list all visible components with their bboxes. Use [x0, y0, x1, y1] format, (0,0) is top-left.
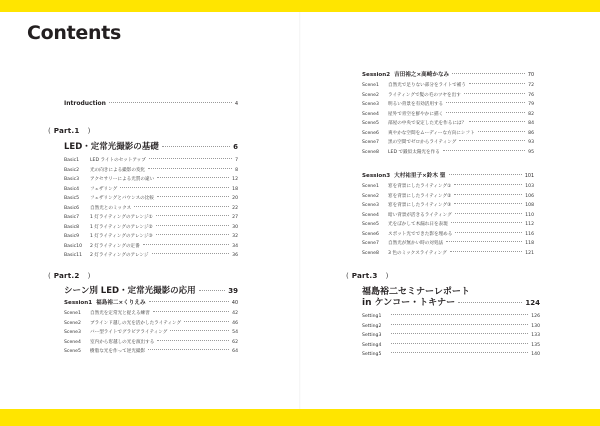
leader-dots [391, 333, 528, 334]
entry-code: Basic9 [64, 234, 80, 239]
entry-code: Scene3 [362, 102, 379, 107]
entry-page: 84 [528, 121, 534, 126]
toc-entry[interactable] [362, 312, 540, 322]
part3-section [346, 270, 536, 282]
entry-page: 130 [531, 323, 540, 329]
entry-page: 62 [232, 339, 238, 345]
entry-code: Setting4 [362, 342, 382, 348]
leader-dots [134, 206, 229, 207]
toc-entry[interactable] [64, 232, 238, 242]
entry-code: Setting5 [362, 352, 382, 357]
entry-text: フェザリング [90, 186, 118, 192]
toc-entry[interactable] [362, 100, 534, 110]
toc-entry[interactable] [64, 242, 238, 252]
toc-entry[interactable] [362, 211, 534, 221]
entry-code: Basic3 [64, 177, 80, 182]
leader-dots [391, 314, 528, 315]
session-name: 福島裕二×くりえみ [96, 300, 146, 306]
entry-code: Scene7 [362, 140, 379, 145]
entry-page: 22 [232, 205, 238, 211]
entry-page: 82 [528, 111, 534, 117]
entry-code: Basic7 [64, 215, 80, 220]
entry-page: 30 [232, 224, 238, 230]
leader-dots [469, 83, 525, 84]
entry-text: 爽やかな空間をムーディーな方向にシフト [388, 130, 475, 136]
toc-entry[interactable] [362, 91, 534, 101]
entry-code: Scene6 [362, 231, 379, 237]
entry-page: 7 [235, 158, 238, 163]
entry-text: 1 灯ライティングのアレンジ② [90, 224, 153, 230]
entry-page: 8 [235, 167, 238, 173]
toc-entry[interactable] [362, 350, 540, 360]
leader-dots [450, 251, 522, 252]
leader-dots [391, 343, 528, 344]
toc-entry[interactable] [64, 185, 238, 195]
part1-chapter-entry[interactable] [64, 141, 238, 154]
leader-dots [149, 158, 232, 159]
entry-page: 112 [525, 222, 534, 227]
entry-code: Basic8 [64, 224, 80, 230]
entry-code: Scene4 [64, 339, 81, 345]
chapter-page: 39 [228, 287, 238, 295]
entry-page: 118 [525, 241, 534, 246]
entry-page: 27 [232, 215, 238, 220]
entry-text: 1 灯ライティングのアレンジ③ [90, 234, 153, 239]
toc-entry[interactable] [362, 322, 540, 332]
entry-code: Scene2 [362, 92, 379, 98]
toc-entry[interactable] [64, 338, 238, 348]
entry-page: 36 [232, 253, 238, 258]
leader-dots [153, 311, 229, 312]
entry-page: 42 [232, 311, 238, 316]
session-page: 40 [231, 301, 238, 306]
entry-page: 54 [232, 330, 238, 335]
entry-code: Scene3 [64, 330, 81, 335]
toc-entry[interactable] [362, 249, 534, 259]
part1-section [48, 125, 238, 137]
entry-text: 暗い背景が活きるライティング [388, 212, 452, 218]
session-page: 101 [524, 174, 534, 179]
toc-entry[interactable] [362, 182, 534, 192]
toc-entry[interactable] [362, 192, 534, 202]
contents-title: Contents [27, 22, 122, 44]
entry-code: Scene4 [362, 212, 379, 218]
entry-text: 窓を背景にしたライティング③ [388, 203, 452, 208]
entry-text: スポット光でできた影を埋める [388, 231, 453, 237]
entry-code: Basic1 [64, 158, 80, 163]
entry-text: ライティングで髪の毛のツヤを出す [388, 92, 461, 98]
entry-page: 72 [528, 83, 534, 88]
entry-text: 黒の空間でゼロからライティング [388, 140, 457, 145]
entry-text: 2 灯ライティングのアレンジ [90, 253, 149, 258]
entry-code: Scene1 [362, 83, 379, 88]
toc-entry[interactable] [64, 328, 238, 338]
entry-text: アクセサリーによる光質の違い [90, 177, 155, 182]
leader-dots [148, 168, 232, 169]
leader-dots [455, 213, 523, 214]
entry-page: 95 [528, 149, 534, 155]
leader-dots [464, 93, 525, 94]
entry-page: 86 [528, 130, 534, 136]
entry-code: Scene1 [64, 311, 81, 316]
entry-text: 室内から窓越しの光を演出する [90, 339, 155, 345]
entry-page: 121 [525, 250, 534, 256]
toc-entry[interactable] [362, 201, 534, 211]
chapter-title: LED・定常光撮影の基礎 [64, 142, 159, 152]
entry-code: Scene8 [362, 250, 379, 256]
entry-code: Scene8 [362, 149, 379, 155]
entry-text: 光をぼかして木漏れ日を表現 [388, 222, 448, 227]
entry-code: Scene2 [362, 193, 379, 199]
entry-text: 自然光で足りない部分をライトで補う [388, 83, 466, 88]
entry-code: Setting1 [362, 314, 382, 319]
leader-dots [156, 225, 230, 226]
leader-dots [455, 232, 522, 233]
leader-dots [152, 253, 230, 254]
part1-label: ( Part.1 ) [48, 126, 91, 135]
leader-dots [459, 140, 525, 141]
entry-text: 自然光を定常光と捉える練習 [90, 311, 150, 316]
entry-text: 屋外で青空を鮮やかに描く [388, 111, 444, 117]
entry-page: 135 [531, 342, 540, 348]
session-label: Session1 [64, 300, 93, 306]
entry-text: 自然光とのミックス [90, 205, 132, 211]
leader-dots [478, 131, 525, 132]
entry-code: Scene4 [362, 111, 379, 117]
entry-code: Scene5 [362, 222, 379, 227]
toc-entry[interactable] [64, 166, 238, 176]
entry-page: 34 [232, 243, 238, 249]
entry-code: Basic6 [64, 205, 80, 211]
toc-entry[interactable] [362, 331, 540, 341]
part2-chapter-entry[interactable] [64, 285, 238, 298]
introduction-page: 4 [234, 102, 238, 107]
entry-code: Setting2 [362, 323, 382, 329]
toc-entry[interactable] [362, 119, 534, 129]
entry-page: 108 [525, 203, 534, 208]
toc-entry[interactable] [64, 204, 238, 214]
entry-text: フェザリングとバウンスの比較 [90, 196, 154, 201]
entry-page: 12 [232, 177, 238, 182]
entry-page: 32 [232, 234, 238, 239]
entry-code: Scene1 [362, 184, 379, 189]
session-page: 70 [527, 73, 534, 78]
entry-page: 110 [525, 212, 534, 218]
entry-text: 窓を背景にしたライティング① [388, 184, 452, 189]
leader-dots [157, 340, 229, 341]
session3-entry[interactable] [362, 171, 534, 182]
entry-page: 116 [525, 231, 534, 237]
entry-code: Scene5 [362, 121, 379, 126]
entry-page: 133 [531, 333, 540, 338]
leader-dots [120, 187, 229, 188]
leader-dots [148, 349, 229, 350]
bottom-yellow-band [0, 409, 600, 426]
entry-page: 93 [528, 140, 534, 145]
entry-code: Scene6 [362, 130, 379, 136]
toc-entry[interactable] [362, 148, 534, 158]
entry-page: 20 [232, 196, 238, 201]
leader-dots [156, 215, 230, 216]
session-name: 大村祐里子×鈴木 聖 [394, 173, 446, 179]
session-name: 吉田裕之×高崎かなみ [394, 72, 450, 78]
entry-page: 79 [528, 102, 534, 107]
part1-list [64, 141, 238, 261]
toc-entry[interactable] [64, 156, 238, 166]
entry-text: バー型ライトでグラビアライティング [90, 330, 168, 335]
entry-page: 18 [232, 186, 238, 192]
entry-code: Scene5 [64, 349, 81, 354]
session-label: Session2 [362, 72, 391, 78]
session2-list [362, 70, 534, 157]
entry-text: LED ライトのセットアップ [90, 158, 146, 163]
entry-page: 76 [528, 92, 534, 98]
leader-dots [109, 102, 232, 103]
top-yellow-band [0, 0, 600, 12]
part3-label: ( Part.3 ) [346, 271, 389, 280]
left-column [64, 98, 238, 109]
leader-dots [454, 184, 522, 185]
toc-entry[interactable] [64, 223, 238, 233]
leader-dots [184, 321, 229, 322]
session2-entry[interactable] [362, 70, 534, 81]
leader-dots [446, 112, 525, 113]
leader-dots [157, 177, 229, 178]
page-gutter [299, 12, 301, 409]
part2-label: ( Part.2 ) [48, 271, 91, 280]
entry-code: Basic4 [64, 186, 80, 192]
entry-page: 46 [232, 320, 238, 326]
leader-dots [469, 121, 525, 122]
leader-dots [454, 194, 522, 195]
entry-text: ブラインド越しの光を活かしたライティング [90, 320, 182, 326]
part3-chapter-line1: 福島裕二セミナーレポート [362, 287, 470, 297]
toc-entry[interactable] [64, 213, 238, 223]
entry-code: Basic10 [64, 243, 83, 249]
entry-code: Scene2 [64, 320, 81, 326]
entry-text: 光の向きによる撮影の変化 [90, 167, 146, 173]
entry-text: 部屋の中央で安定した光を作るには？ [388, 121, 467, 126]
toc-entry[interactable] [64, 309, 238, 319]
toc-entry[interactable] [362, 110, 534, 120]
entry-text: 2 灯ライティングの定番 [90, 243, 140, 249]
toc-entry[interactable] [362, 81, 534, 91]
entry-text: 1 灯ライティングのアレンジ① [90, 215, 153, 220]
chapter-title: シーン別 LED・定常光撮影の応用 [64, 286, 196, 296]
toc-entry[interactable] [64, 194, 238, 204]
chapter-page: 124 [525, 299, 540, 307]
part2-list [64, 285, 238, 357]
entry-page: 126 [531, 314, 540, 319]
part3-list [362, 287, 540, 360]
entry-text: 窓を背景にしたライティング② [388, 193, 452, 199]
leader-dots [451, 222, 522, 223]
entry-code: Scene3 [362, 203, 379, 208]
toc-entry[interactable] [362, 129, 534, 139]
leader-dots [446, 102, 525, 103]
entry-page: 103 [525, 184, 534, 189]
leader-dots [391, 352, 528, 353]
entry-code: Setting3 [362, 333, 382, 338]
toc-entry[interactable] [64, 175, 238, 185]
entry-code: Basic5 [64, 196, 80, 201]
leader-dots [157, 196, 229, 197]
toc-entry[interactable] [362, 220, 534, 230]
entry-text: 明るい背景を有効活用する [388, 102, 444, 107]
toc-entry[interactable] [362, 138, 534, 148]
leader-dots [454, 203, 522, 204]
session3-list [362, 171, 534, 258]
leader-dots [170, 330, 229, 331]
toc-entry[interactable] [64, 347, 238, 357]
leader-dots [156, 234, 230, 235]
entry-code: Basic2 [64, 167, 80, 173]
entry-page: 106 [525, 193, 534, 199]
leader-dots [443, 150, 525, 151]
leader-dots [446, 241, 522, 242]
entry-code: Basic11 [64, 253, 83, 258]
part2-section [48, 270, 238, 282]
leader-dots [391, 324, 528, 325]
chapter-page: 6 [233, 143, 238, 151]
toc-entry[interactable] [362, 341, 540, 351]
session1-entry[interactable] [64, 298, 238, 309]
leader-dots [143, 244, 229, 245]
entry-text: 自然光が無かい時の対処法 [388, 241, 444, 246]
toc-entry[interactable] [64, 319, 238, 329]
entry-text: LED で鍛似太陽光を作る [388, 149, 440, 155]
toc-entry[interactable] [362, 230, 534, 240]
session-label: Session3 [362, 173, 391, 179]
chapter-title-line2: in ケンコー・トキナー [362, 298, 456, 308]
part3-chapter-entry[interactable] [362, 298, 540, 309]
toc-entry[interactable] [64, 251, 238, 261]
entry-code: Scene7 [362, 241, 379, 246]
toc-entry[interactable] [362, 239, 534, 249]
entry-page: 64 [232, 349, 238, 354]
introduction-entry[interactable] [64, 98, 238, 109]
entry-text: 樹脂な光を作って逆光撮影 [90, 349, 146, 354]
entry-text: 3 色のミックスライティング [388, 250, 447, 256]
entry-page: 140 [531, 352, 540, 357]
introduction-label: Introduction [64, 100, 106, 107]
